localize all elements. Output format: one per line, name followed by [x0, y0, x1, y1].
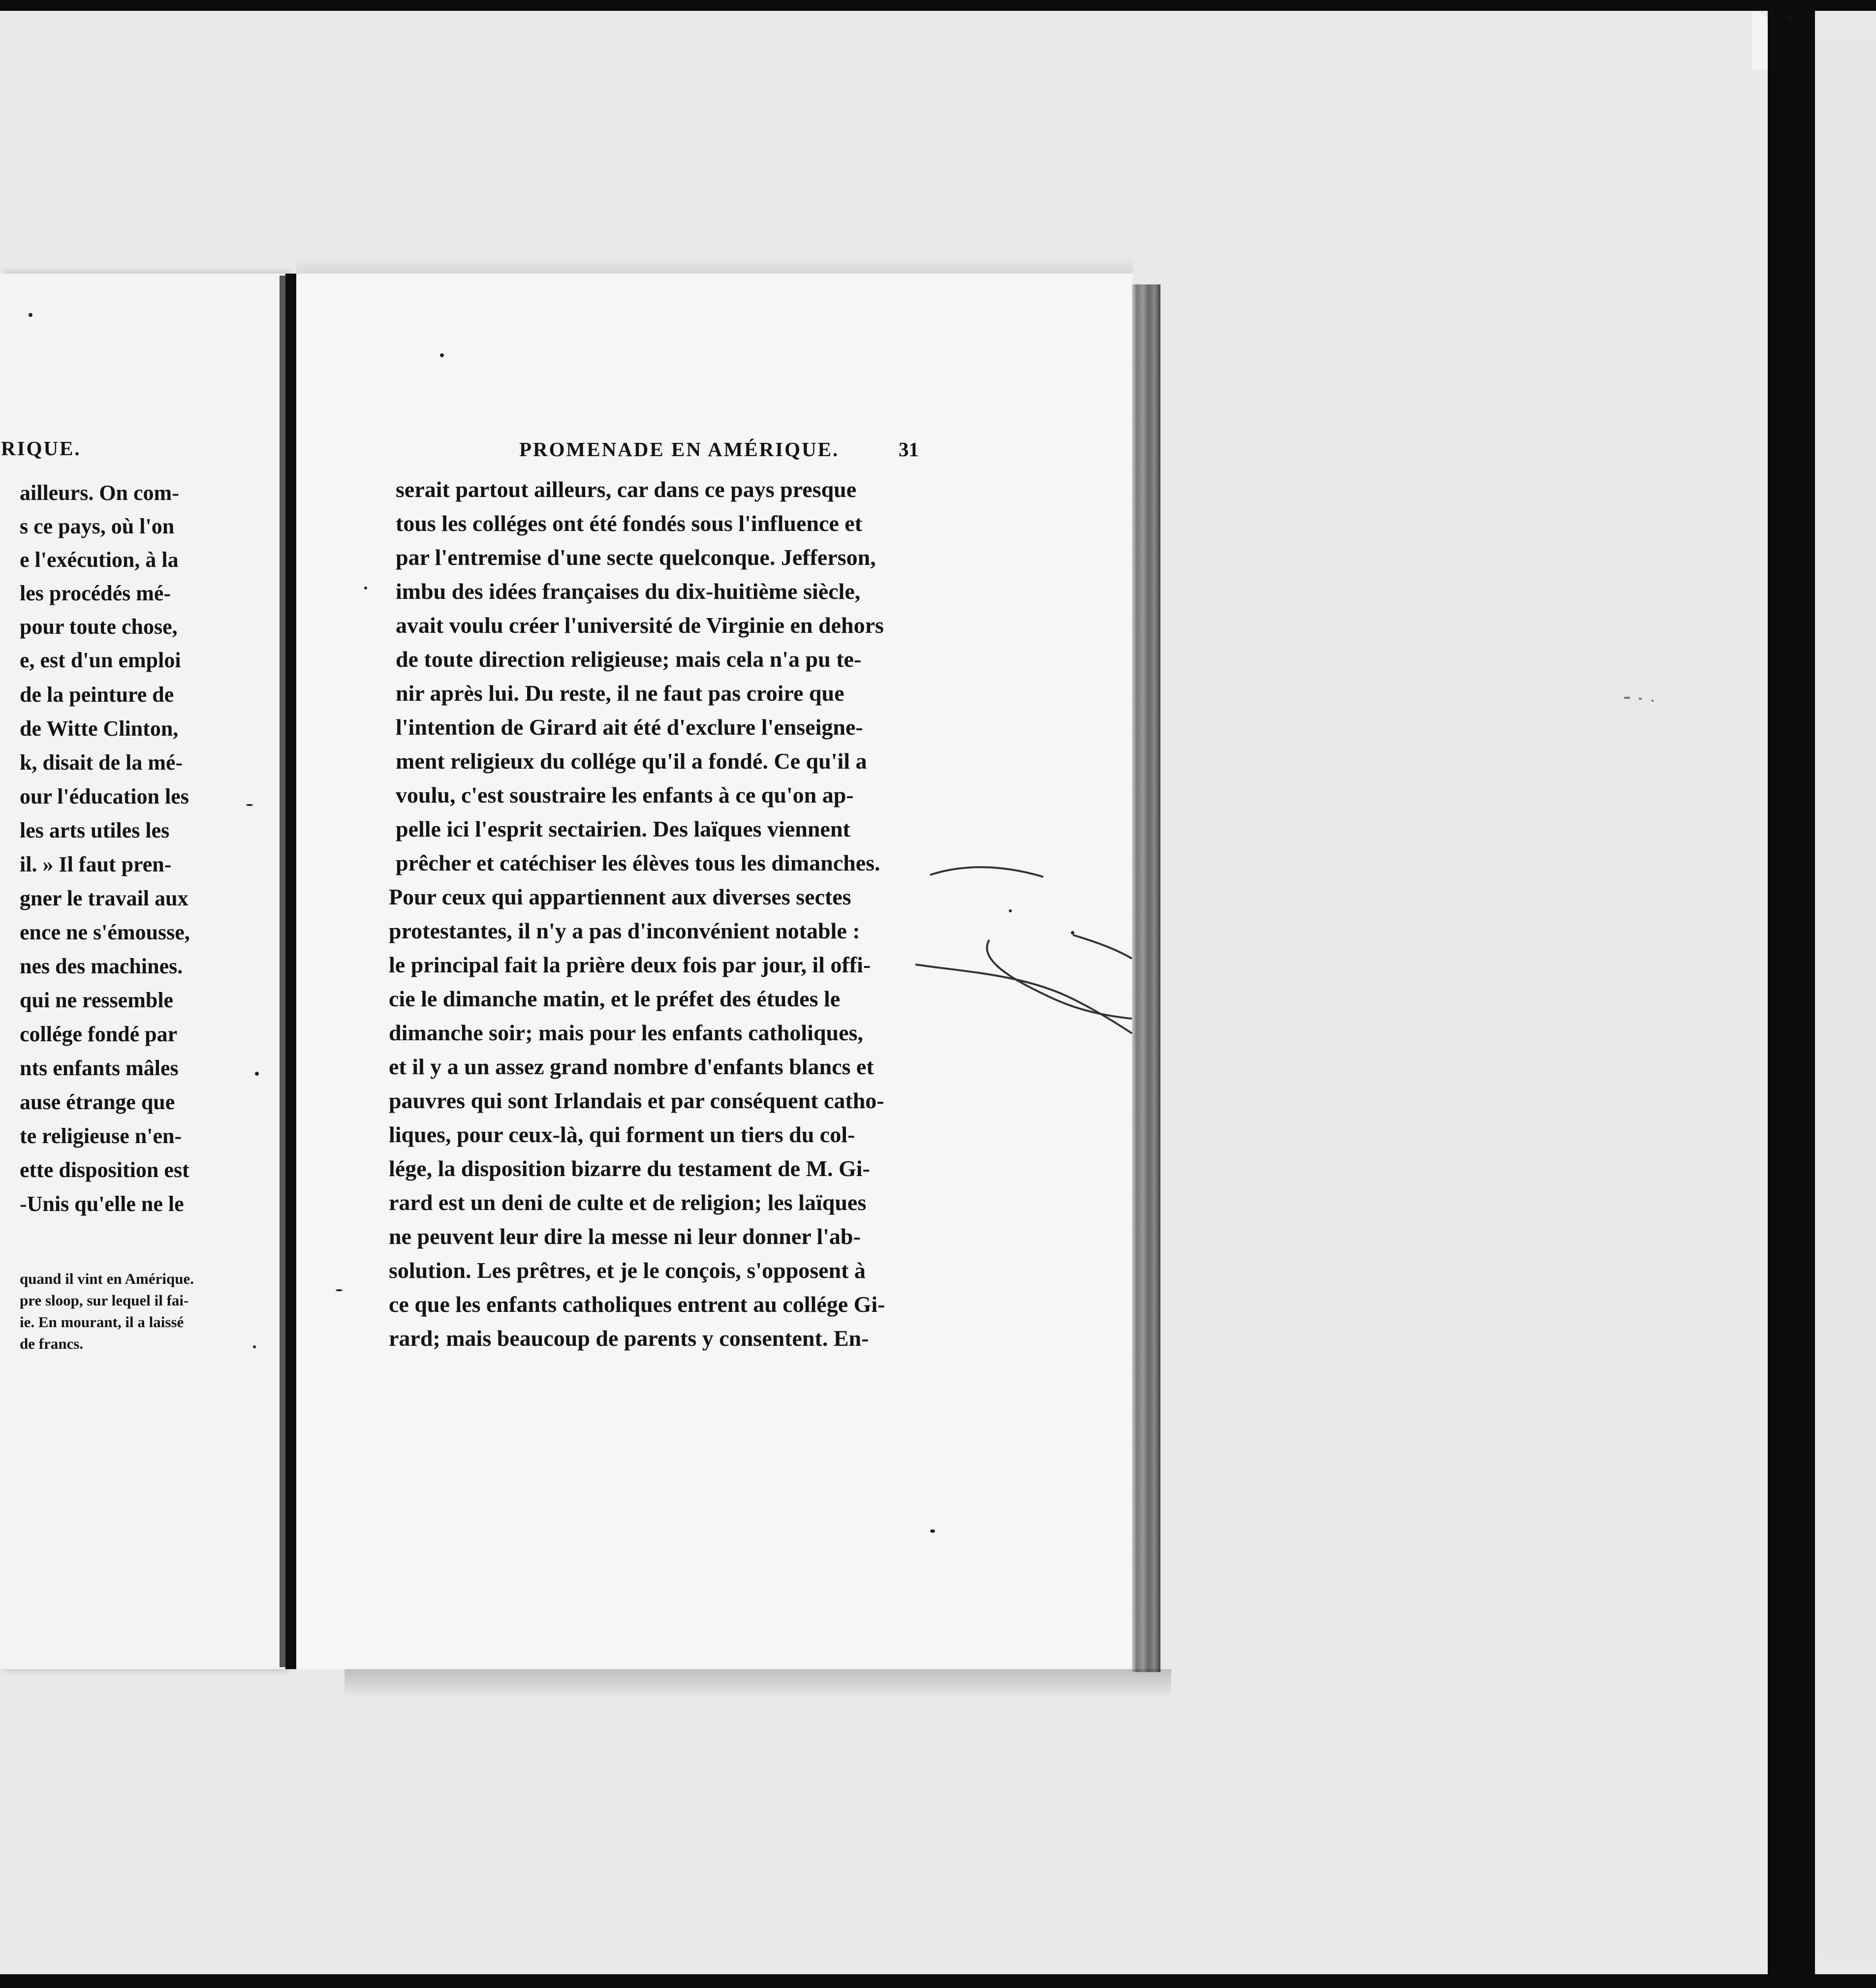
body-line: serait partout ailleurs, car dans ce pays presque — [396, 477, 857, 502]
body-line: par l'entremise d'une secte quelconque. Jefferson, — [396, 545, 876, 570]
body-line: dimanche soir; mais pour les enfants catholiques, — [389, 1020, 863, 1045]
left-line: les arts utiles les — [20, 818, 170, 842]
footnote-line: de francs. — [20, 1335, 84, 1352]
body-line: l'intention de Girard ait été d'exclure l'enseigne- — [396, 714, 863, 740]
footnote-line: quand il vint en Amérique. — [20, 1270, 194, 1287]
left-line: s ce pays, où l'on — [20, 514, 175, 538]
body-line: ce que les enfants catholiques entrent au collége Gi- — [389, 1292, 885, 1317]
left-line: les procédés mé- — [20, 581, 171, 605]
left-line: de la peinture de — [20, 683, 174, 707]
body-line: ment religieux du collége qu'il a fondé. Ce qu'il a — [396, 748, 867, 774]
page-number: 31 — [899, 438, 919, 461]
body-line: rard est un deni de culte et de religion; les laïques — [389, 1190, 867, 1215]
left-page-header: RIQUE. — [1, 437, 81, 460]
footnote-line: ie. En mourant, il a laissé — [20, 1313, 184, 1331]
left-line: nes des machines. — [20, 954, 183, 978]
body-line: de toute direction religieuse; mais cela n'a pu te- — [396, 647, 862, 672]
left-line: il. » Il faut pren- — [20, 852, 172, 876]
left-line: ette disposition est — [20, 1158, 189, 1182]
left-line: ause étrange que — [20, 1090, 175, 1114]
body-line: et il y a un assez grand nombre d'enfants blancs et — [389, 1054, 874, 1079]
body-line: avait voulu créer l'université de Virginie en dehors — [396, 613, 884, 638]
body-line: ne peuvent leur dire la messe ni leur donner l'ab- — [389, 1224, 861, 1249]
running-header: PROMENADE EN AMÉRIQUE. — [519, 438, 840, 461]
left-line: te religieuse n'en- — [20, 1124, 182, 1148]
body-line: pelle ici l'esprit sectairien. Des laïques viennent — [396, 816, 850, 841]
body-line: solution. Les prêtres, et je le conçois, s'opposent à — [389, 1258, 866, 1283]
left-line: e l'exécution, à la — [20, 548, 179, 572]
body-line: liques, pour ceux-là, qui forment un tiers du col- — [389, 1122, 855, 1147]
body-line: pauvres qui sont Irlandais et par conséquent catho- — [389, 1088, 884, 1113]
left-line: e, est d'un emploi — [20, 648, 181, 672]
body-line: prêcher et catéchiser les élèves tous les dimanches. — [396, 850, 880, 875]
body-line: cie le dimanche matin, et le préfet des études le — [389, 986, 841, 1011]
body-line: le principal fait la prière deux fois par jour, il offi- — [389, 952, 871, 977]
left-line: pour toute chose, — [20, 615, 178, 639]
body-line: rard; mais beaucoup de parents y consentent. En- — [389, 1326, 869, 1351]
left-line: ence ne s'émousse, — [20, 920, 190, 944]
left-line: -Unis qu'elle ne le — [20, 1192, 184, 1216]
left-line: k, disait de la mé- — [20, 750, 183, 775]
body-line: Pour ceux qui appartiennent aux diverses sectes — [389, 884, 851, 909]
left-line: collége fondé par — [20, 1022, 178, 1046]
body-line: protestantes, il n'y a pas d'inconvénient notable : — [389, 918, 860, 943]
left-line: our l'éducation les — [20, 784, 189, 808]
footnote-line: pre sloop, sur lequel il fai- — [20, 1292, 189, 1309]
body-line: tous les colléges ont été fondés sous l'influence et — [396, 511, 863, 536]
body-line: nir après lui. Du reste, il ne faut pas croire que — [396, 681, 844, 706]
body-line: voulu, c'est soustraire les enfants à ce qu'on ap- — [396, 782, 854, 808]
left-line: qui ne ressemble — [20, 988, 174, 1012]
left-line: ailleurs. On com- — [20, 481, 179, 505]
body-line: imbu des idées françaises du dix-huitième siècle, — [396, 579, 861, 604]
left-line: gner le travail aux — [20, 886, 188, 910]
left-line: nts enfants mâles — [20, 1056, 179, 1080]
body-line: lége, la disposition bizarre du testament de M. Gi- — [389, 1156, 870, 1181]
left-line: de Witte Clinton, — [20, 716, 179, 741]
